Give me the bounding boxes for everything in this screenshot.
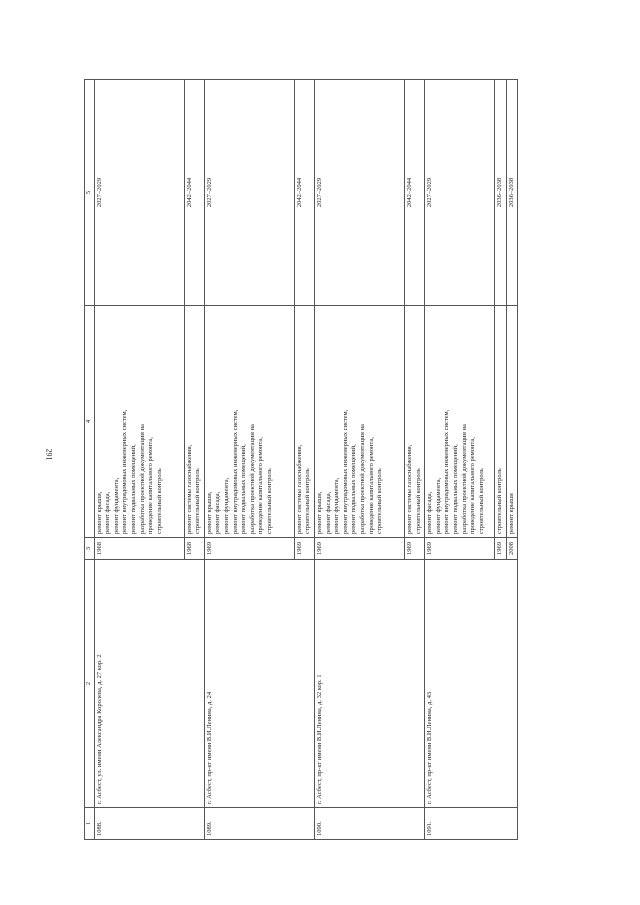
repair-work-item: разработка проектной документации на bbox=[248, 424, 256, 534]
repair-work-item: ремонт системы газоснабжения, bbox=[405, 444, 413, 534]
commission-year: 2008 bbox=[506, 538, 518, 560]
repair-work-item: проведение капитального ремонта, bbox=[257, 437, 265, 534]
repair-period: 2042–2044 bbox=[294, 80, 314, 306]
repair-work-item: ремонт подвальных помещений, bbox=[350, 444, 358, 534]
repair-period: 2027–2029 bbox=[204, 80, 294, 306]
repair-work-item: строительный контроль bbox=[304, 468, 312, 534]
repair-work-item: ремонт фасада, bbox=[104, 491, 112, 534]
document-page bbox=[84, 80, 588, 840]
repair-work-item: ремонт крыши bbox=[507, 493, 515, 534]
commission-year: 1969 bbox=[294, 538, 314, 560]
repair-work-item: ремонт фасада, bbox=[426, 491, 434, 534]
repair-work-item: строительный контроль bbox=[414, 468, 422, 534]
repair-work-item: ремонт внутридомовых инженерных систем, bbox=[443, 409, 451, 534]
repair-work-item: строительный контроль bbox=[477, 468, 485, 534]
row-number: 1089. bbox=[204, 808, 314, 840]
table-row bbox=[204, 80, 294, 840]
column-number: 3 bbox=[85, 538, 95, 560]
repair-works bbox=[425, 306, 495, 538]
building-address: г. Асбест, ул. имени Александра Королева, д. 27 кор. 2 bbox=[94, 560, 204, 808]
row-number: 1091. bbox=[425, 808, 518, 840]
repair-period: 2036–2038 bbox=[495, 80, 507, 306]
repair-work-item: строительный контроль bbox=[155, 468, 163, 534]
repair-work-item: ремонт подвальных помещений, bbox=[129, 444, 137, 534]
table-row bbox=[425, 80, 495, 840]
row-number: 1090. bbox=[314, 808, 424, 840]
repair-work-item: ремонт фасада, bbox=[214, 491, 222, 534]
column-number: 2 bbox=[85, 560, 95, 808]
commission-year: 1969 bbox=[204, 538, 294, 560]
building-address: г. Асбест, пр-кт имени В.И.Ленина, д. 24 bbox=[204, 560, 314, 808]
repair-work-item: разработка проектной документации на bbox=[358, 424, 366, 534]
table-row bbox=[94, 80, 184, 840]
repair-work-item: проведение капитального ремонта, bbox=[367, 437, 375, 534]
column-numbers-row bbox=[85, 80, 95, 840]
repair-work-item: ремонт подвальных помещений, bbox=[240, 444, 248, 534]
repair-works bbox=[94, 306, 184, 538]
repair-work-item: строительный контроль bbox=[376, 468, 384, 534]
repair-work-item: ремонт системы газоснабжения, bbox=[185, 444, 193, 534]
repair-period: 2042–2044 bbox=[404, 80, 424, 306]
repair-work-item: строительный контроль bbox=[194, 468, 202, 534]
repair-work-item: ремонт фундамента, bbox=[333, 477, 341, 534]
capital-repair-table bbox=[84, 79, 518, 840]
repair-work-item: ремонт фундамента, bbox=[434, 477, 442, 534]
repair-work-item: ремонт крыши, bbox=[95, 491, 103, 534]
building-address: г. Асбест, пр-кт имени В.И.Ленина, д. 32 кор. 1 bbox=[314, 560, 424, 808]
repair-work-item: ремонт крыши, bbox=[205, 491, 213, 534]
row-number: 1088. bbox=[94, 808, 204, 840]
repair-work-item: ремонт фундамента, bbox=[112, 477, 120, 534]
repair-period: 2036–2038 bbox=[506, 80, 518, 306]
commission-year: 1969 bbox=[425, 538, 495, 560]
repair-work-item: ремонт фундамента, bbox=[222, 477, 230, 534]
repair-work-item: строительный контроль bbox=[496, 468, 504, 534]
column-number: 5 bbox=[85, 80, 95, 306]
repair-works bbox=[495, 306, 507, 538]
repair-work-item: разработка проектной документации на bbox=[138, 424, 146, 534]
repair-works bbox=[184, 306, 204, 538]
table-row bbox=[314, 80, 404, 840]
repair-work-item: ремонт внутридомовых инженерных систем, bbox=[121, 409, 129, 534]
repair-work-item: ремонт крыши, bbox=[315, 491, 323, 534]
commission-year: 1969 bbox=[314, 538, 404, 560]
repair-period: 2027–2029 bbox=[94, 80, 184, 306]
column-number: 4 bbox=[85, 306, 95, 538]
repair-work-item: ремонт внутридомовых инженерных систем, bbox=[341, 409, 349, 534]
repair-work-item: проведение капитального ремонта, bbox=[469, 437, 477, 534]
repair-work-item: строительный контроль bbox=[265, 468, 273, 534]
repair-work-item: проведение капитального ремонта, bbox=[147, 437, 155, 534]
commission-year: 1969 bbox=[495, 538, 507, 560]
repair-period: 2042–2044 bbox=[184, 80, 204, 306]
repair-work-item: ремонт подвальных помещений, bbox=[451, 444, 459, 534]
repair-period: 2027–2029 bbox=[314, 80, 404, 306]
commission-year: 1968 bbox=[184, 538, 204, 560]
repair-work-item: ремонт фасада, bbox=[324, 491, 332, 534]
repair-works bbox=[314, 306, 404, 538]
repair-work-item: ремонт внутридомовых инженерных систем, bbox=[231, 409, 239, 534]
column-number: 1 bbox=[85, 808, 95, 840]
repair-work-item: ремонт системы газоснабжения, bbox=[295, 444, 303, 534]
commission-year: 1969 bbox=[404, 538, 424, 560]
commission-year: 1968 bbox=[94, 538, 184, 560]
repair-works bbox=[404, 306, 424, 538]
repair-period: 2027–2029 bbox=[425, 80, 495, 306]
repair-works bbox=[204, 306, 294, 538]
repair-work-item: разработка проектной документации на bbox=[460, 424, 468, 534]
building-address: г. Асбест, пр-кт имени В.И.Ленина, д. 43 bbox=[425, 560, 518, 808]
repair-works bbox=[506, 306, 518, 538]
page-number: 291 bbox=[44, 448, 54, 461]
repair-works bbox=[294, 306, 314, 538]
